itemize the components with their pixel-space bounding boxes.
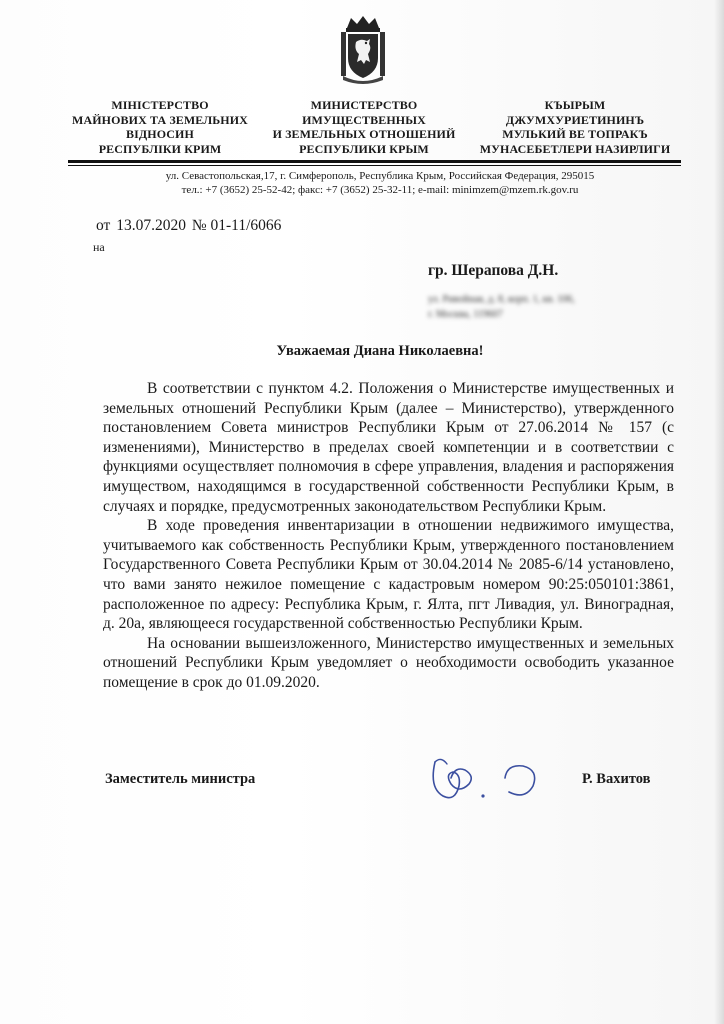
addressee-name: гр. Шерапова Д.Н. [428,262,559,279]
header-line: ДЖУМХУРИЕТИНИНЪ [505,112,645,127]
page-shadow-edge [714,0,724,1024]
header-line: МАЙНОВИХ ТА ЗЕМЕЛЬНИХ [72,112,248,127]
header-divider-thin [68,165,681,166]
registration-number: № 01-11/6066 [191,217,282,234]
registration-to-label: на [93,240,105,254]
signer-name: Р. Вахитов [582,771,651,787]
body-paragraph: В ходе проведения инвентаризации в отношении недвижимого имущества, учитываемого как собственность Республики Крым, утвержденного постановлением Государственного Совета Республики Крым от 30.04.2014 № 2085-6/14 установлено, что вами занято нежилое помещение с кадастровым номером 90:25:050101:3861, расположенное по адресу: Республика Крым, г. Ялта, пгт Ливадия, ул. Виноградная, д. 20а, являющееся государственной собственностью Республики Крым. [103,517,674,633]
header-line: ВІДНОСИН [126,127,194,141]
header-line: МУНАСЕБЕТЛЕРИ НАЗИРЛИГИ [479,141,671,156]
handwritten-signature-icon [425,750,575,806]
letter-body [103,379,674,693]
body-paragraph: На основании вышеизложенного, Министерство имущественных и земельных отношений Республики Крым уведомляет о необходимости освободить указанное помещение в срок до 01.09.2020. [103,634,674,691]
header-line: МУЛЬКИЙ ВЕ ТОПРАКЪ [502,127,648,141]
header-line: РЕСПУБЛИКИ КРЫМ [299,141,429,156]
contact-phones: тел.: +7 (3652) 25-52-42; факс: +7 (3652) 25-32-11; e-mail: minimzem@mzem.rk.gov.ru [181,184,579,196]
header-line: МІНІСТЕРСТВО [111,98,209,112]
header-divider-thick [68,160,681,163]
addressee-address-redacted [428,292,658,322]
salutation: Уважаемая Диана Николаевна! [276,343,484,359]
contact-address: ул. Севастопольская,17, г. Симферополь, Республика Крым, Российская Федерация, 295015 [165,170,595,182]
header-org-russian [264,98,464,156]
header-line: МИНИСТЕРСТВО [310,98,418,112]
header-org-ukrainian [60,98,260,156]
header-line: КЪЫРЫМ [544,98,606,112]
header-line: ИМУЩЕСТВЕННЫХ [302,112,426,127]
header-org-crimean-tatar [470,98,680,156]
addressee-address-line: г. Москва, 119607 [428,309,503,320]
header-line: И ЗЕМЕЛЬНЫХ ОТНОШЕНИЙ [272,127,456,141]
contact-details [100,169,660,197]
header-line: РЕСПУБЛІКИ КРИМ [98,141,222,156]
registration-date: 13.07.2020 [116,217,186,234]
addressee-address-line: ул. Ривойная, д. 8, корп. 1, кв. 106, [428,294,575,305]
signer-position: Заместитель министра [105,771,256,787]
registration-from-label: от [96,217,111,234]
crimea-coat-of-arms-icon [339,14,387,86]
body-paragraph: В соответствии с пунктом 4.2. Положения о Министерстве имущественных и земельных отношений Республики Крым (далее – Министерство), утвержденного постановлением Совета министров Республики Крым от 27.06.2014 № 157 (с изменениями), Министерство в пределах своей компетенции и в соответствии с функциями осуществляет полномочия в сфере управления, владения и распоряжения имуществом, находящимся в государственной собственности Республики Крым, в случаях и порядке, предусмотренных законодательством Республики Крым. [103,380,674,515]
registration-line [96,217,283,235]
